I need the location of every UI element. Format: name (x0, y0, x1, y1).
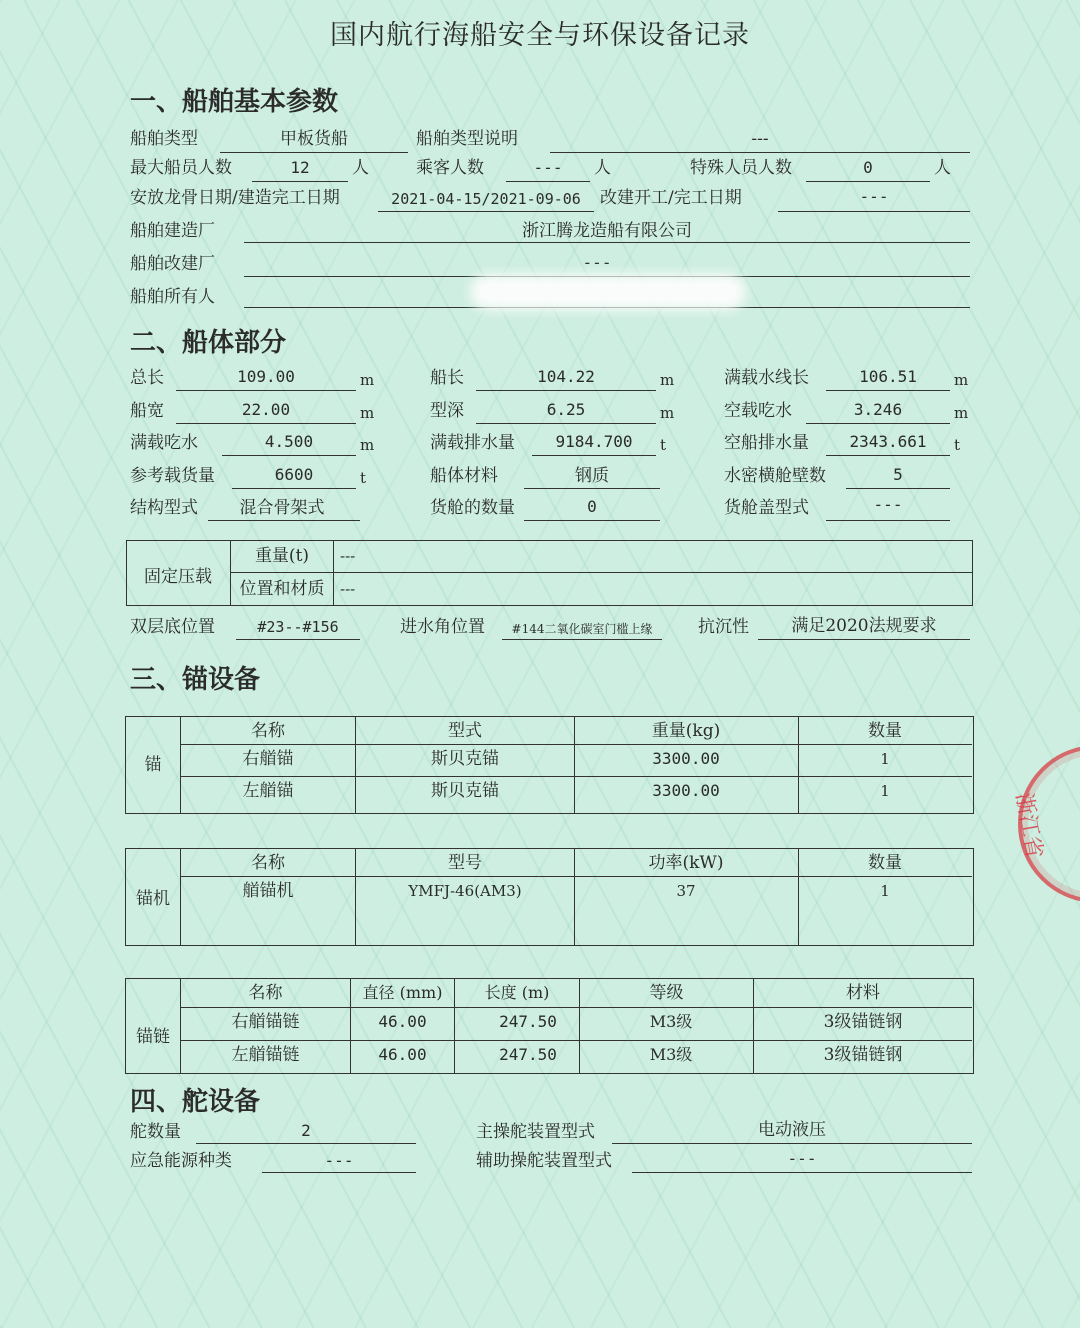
official-seal-text: 浙江省 (1010, 790, 1047, 861)
windlass-label: 锚机 (136, 889, 170, 909)
table-header: 直径 (mm) (362, 983, 443, 1002)
underline (208, 520, 360, 521)
double-bottom-value: #23--#156 (257, 618, 339, 636)
table-cell: 3300.00 (652, 749, 720, 768)
light-disp-label: 空船排水量 (724, 433, 809, 453)
table-cell: 左艏锚 (242, 781, 294, 801)
section1-heading: 一、船舶基本参数 (130, 87, 339, 117)
table-header: 材料 (846, 983, 880, 1003)
table-cell: YMFJ-46(AM3) (408, 882, 522, 900)
underline (262, 1172, 416, 1173)
hatch-label: 货舱盖型式 (724, 498, 809, 518)
holds-value: 0 (587, 497, 597, 516)
unit-person: 人 (352, 158, 369, 178)
lwl-value: 106.51 (859, 367, 917, 386)
ref-cargo-label: 参考载货量 (130, 466, 215, 486)
divider (355, 849, 356, 945)
ballast-weight-value: --- (340, 547, 356, 565)
divider (350, 979, 351, 1073)
divider (230, 541, 231, 605)
owner-label: 船舶所有人 (130, 287, 215, 307)
flood-label: 进水角位置 (400, 617, 485, 637)
loa-label: 总长 (130, 368, 164, 388)
table-cell: 1 (880, 750, 890, 768)
underline (232, 488, 356, 489)
underline (476, 423, 656, 424)
table-header: 名称 (248, 983, 283, 1003)
underline (524, 488, 660, 489)
lbp-label: 船长 (430, 368, 464, 388)
table-cell: 46.00 (378, 1012, 427, 1031)
aux-gear-value: --- (787, 1149, 817, 1168)
rebuilder-label: 船舶改建厂 (130, 254, 215, 274)
keel-value: 2021-04-15/2021-09-06 (391, 190, 581, 208)
max-crew-label: 最大船员人数 (130, 158, 232, 178)
anchor-label: 锚 (144, 755, 162, 775)
table-cell: 1 (880, 882, 890, 900)
loa-value: 109.00 (237, 367, 295, 386)
divider (574, 849, 575, 945)
unit-t: t (360, 469, 367, 487)
divider (181, 1007, 972, 1008)
underline (826, 455, 950, 456)
builder-label: 船舶建造厂 (130, 221, 215, 241)
unit-person: 人 (594, 158, 611, 178)
struct-value: 混合骨架式 (239, 498, 325, 518)
underline (252, 181, 348, 182)
table-cell: 247.50 (499, 1045, 557, 1064)
passengers-label: 乘客人数 (416, 158, 484, 178)
divider (798, 849, 799, 945)
underline (506, 181, 590, 182)
underline (612, 1143, 972, 1144)
hull-mat-value: 钢质 (575, 466, 609, 486)
divider (180, 979, 181, 1073)
table-cell: 37 (676, 882, 696, 900)
special-label: 特殊人员人数 (690, 158, 792, 178)
table-cell: M3级 (649, 1045, 693, 1064)
main-gear-label: 主操舵装置型式 (476, 1122, 595, 1142)
underline (502, 639, 662, 640)
divider (355, 717, 356, 813)
underline (220, 152, 408, 153)
underline (846, 488, 950, 489)
underline (826, 520, 950, 521)
struct-label: 结构型式 (130, 498, 198, 518)
mod-label: 改建开工/完工日期 (600, 188, 742, 208)
table-header: 型式 (448, 721, 482, 741)
emerg-value: --- (324, 1151, 354, 1170)
table-header: 数量 (868, 853, 902, 873)
ref-cargo-value: 6600 (274, 465, 314, 484)
underline (632, 1172, 972, 1173)
full-draft-value: 4.500 (264, 432, 314, 451)
ship-type-desc-value: --- (751, 129, 769, 149)
table-header: 长度 (m) (484, 983, 550, 1002)
unit-t: t (660, 436, 667, 454)
table-cell: 右艏锚链 (231, 1012, 300, 1032)
unit-m: m (954, 404, 969, 422)
unit-m: m (360, 404, 375, 422)
light-draft-value: 3.246 (853, 400, 903, 419)
unit-m: m (954, 371, 969, 389)
depth-label: 型深 (430, 401, 464, 421)
underline (532, 455, 656, 456)
table-cell: 247.50 (499, 1012, 557, 1031)
divider (231, 572, 972, 573)
table-header: 名称 (251, 721, 285, 741)
lwl-label: 满载水线长 (724, 368, 809, 388)
unit-m: m (360, 371, 375, 389)
underline (176, 390, 356, 391)
table-cell: 46.00 (378, 1045, 427, 1064)
underline (244, 242, 970, 243)
divider (798, 717, 799, 813)
ballast-pos-label: 位置和材质 (239, 579, 325, 599)
underline (476, 390, 656, 391)
keel-label: 安放龙骨日期/建造完工日期 (130, 188, 340, 208)
table-cell: 右艏锚 (242, 749, 294, 769)
aux-gear-label: 辅助操舵装置型式 (476, 1151, 612, 1171)
divider (180, 849, 181, 945)
table-header: 数量 (868, 721, 902, 741)
table-header: 名称 (251, 853, 285, 873)
underline (806, 423, 950, 424)
hull-mat-label: 船体材料 (430, 466, 498, 486)
underline (222, 455, 356, 456)
table-cell: 斯贝克锚 (431, 781, 499, 801)
underline (806, 181, 930, 182)
underline (524, 520, 660, 521)
sink-value: 满足2020法规要求 (791, 616, 937, 636)
sink-label: 抗沉性 (698, 617, 749, 637)
holds-label: 货舱的数量 (430, 498, 515, 518)
bulkheads-label: 水密横舱壁数 (724, 466, 826, 486)
underline (778, 211, 970, 212)
divider (181, 876, 972, 877)
underline (550, 152, 970, 153)
unit-m: m (660, 371, 675, 389)
light-disp-value: 2343.661 (849, 432, 927, 451)
divider (181, 776, 972, 777)
underline (378, 211, 594, 212)
ship-type-value: 甲板货船 (280, 129, 348, 149)
builder-value: 浙江腾龙造船有限公司 (522, 221, 692, 241)
breadth-label: 船宽 (130, 401, 164, 421)
divider (181, 744, 972, 745)
table-cell: 艏锚机 (242, 881, 294, 901)
rudders-value: 2 (301, 1121, 311, 1140)
table-cell: 3级锚链钢 (823, 1012, 903, 1032)
full-draft-label: 满载吃水 (130, 433, 198, 453)
rudders-label: 舵数量 (130, 1122, 181, 1142)
max-crew-value: 12 (290, 158, 310, 177)
underline (196, 1143, 416, 1144)
full-disp-value: 9184.700 (555, 432, 633, 451)
light-draft-label: 空载吃水 (724, 401, 792, 421)
ballast-weight-label: 重量(t) (254, 546, 310, 566)
main-gear-value: 电动液压 (758, 1120, 826, 1140)
underline (236, 639, 360, 640)
page-title: 国内航行海船安全与环保设备记录 (330, 20, 750, 51)
table-cell: 斯贝克锚 (431, 749, 499, 769)
section3-heading: 三、锚设备 (130, 665, 261, 695)
special-value: 0 (863, 158, 873, 177)
table-header: 重量(kg) (651, 721, 721, 741)
section2-heading: 二、船体部分 (130, 328, 287, 358)
table-cell: 1 (880, 782, 890, 800)
table-header: 型号 (448, 853, 482, 873)
passengers-value: --- (533, 158, 563, 177)
ballast-label: 固定压载 (144, 567, 212, 587)
divider (454, 979, 455, 1073)
full-disp-label: 满载排水量 (430, 433, 515, 453)
breadth-value: 22.00 (241, 400, 291, 419)
depth-value: 6.25 (546, 400, 586, 419)
divider (574, 717, 575, 813)
underline (826, 390, 950, 391)
redacted-owner (470, 274, 746, 310)
unit-t: t (954, 436, 961, 454)
rebuilder-value: --- (582, 253, 612, 272)
table-cell: 3300.00 (652, 781, 720, 800)
ballast-pos-value: --- (340, 580, 356, 598)
divider (181, 1040, 972, 1041)
mod-value: --- (859, 187, 889, 206)
bulkheads-value: 5 (893, 465, 903, 484)
underline (758, 639, 970, 640)
underline (176, 423, 356, 424)
double-bottom-label: 双层底位置 (130, 617, 215, 637)
divider (333, 541, 334, 605)
unit-m: m (360, 436, 375, 454)
section4-heading: 四、舵设备 (130, 1087, 261, 1117)
table-header: 等级 (649, 983, 684, 1003)
table-cell: 3级锚链钢 (823, 1045, 903, 1065)
unit-m: m (660, 404, 675, 422)
lbp-value: 104.22 (537, 367, 595, 386)
divider (180, 717, 181, 813)
unit-person: 人 (934, 158, 951, 178)
table-header: 功率(kW) (648, 853, 724, 873)
emerg-label: 应急能源种类 (130, 1151, 232, 1171)
hatch-value: --- (873, 495, 903, 514)
chain-label: 锚链 (136, 1027, 170, 1047)
table-cell: M3级 (649, 1012, 693, 1031)
flood-value: #144二氧化碳室门槛上缘 (511, 622, 653, 636)
ship-type-desc-label: 船舶类型说明 (416, 129, 518, 149)
ship-type-label: 船舶类型 (130, 129, 198, 149)
table-cell: 左艏锚链 (231, 1045, 300, 1065)
